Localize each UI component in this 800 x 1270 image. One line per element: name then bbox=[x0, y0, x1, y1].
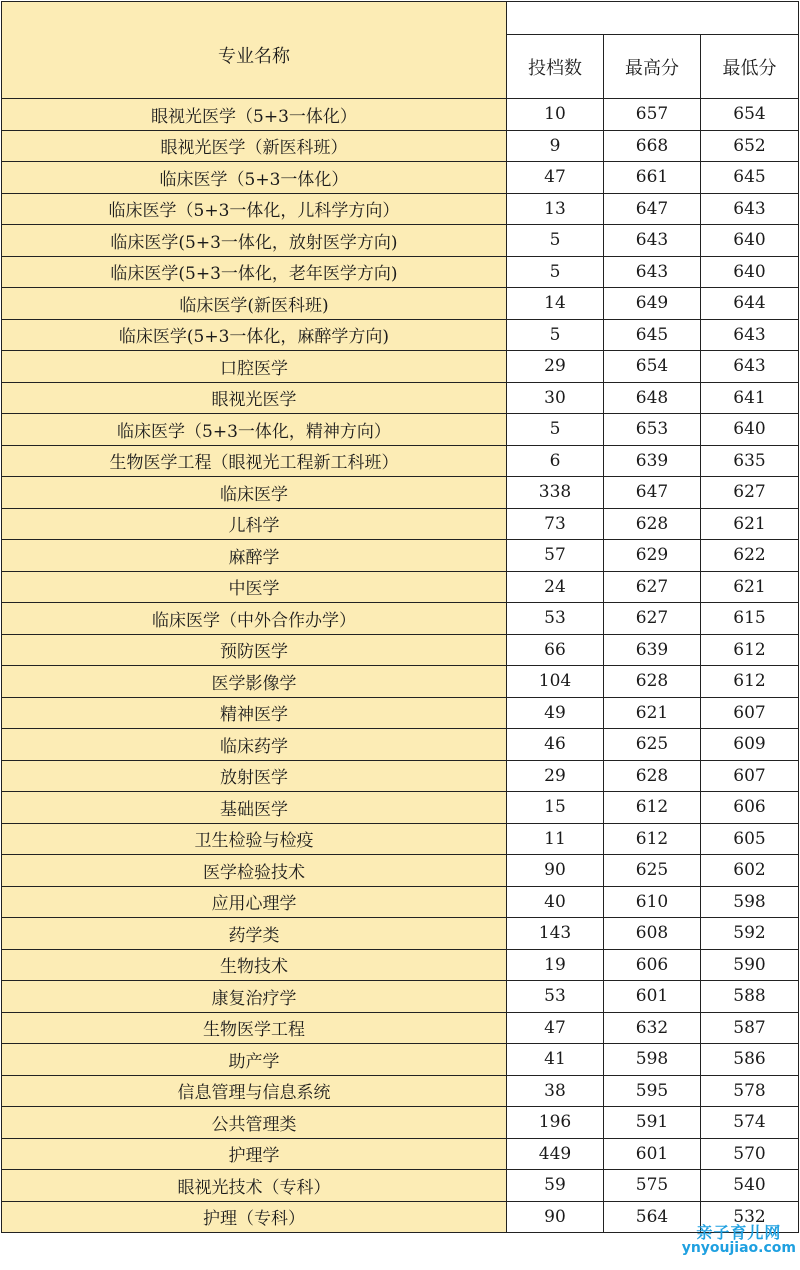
max-score-cell: 639 bbox=[604, 445, 701, 477]
max-score-cell: 564 bbox=[604, 1201, 701, 1233]
table-row bbox=[2, 981, 799, 1013]
major-name-cell: 眼视光医学 bbox=[2, 382, 507, 414]
count-cell: 11 bbox=[507, 823, 604, 855]
min-score-cell: 643 bbox=[701, 319, 799, 351]
major-name-cell: 临床医学(5+3一体化，老年医学方向) bbox=[2, 256, 507, 288]
site-watermark bbox=[681, 1222, 796, 1257]
count-cell: 57 bbox=[507, 540, 604, 572]
min-score-cell: 627 bbox=[701, 477, 799, 509]
major-name-cell: 生物技术 bbox=[2, 949, 507, 981]
count-cell: 196 bbox=[507, 1107, 604, 1139]
count-cell: 5 bbox=[507, 319, 604, 351]
table-row bbox=[2, 729, 799, 761]
major-name-cell: 临床医学（5+3一体化，精神方向） bbox=[2, 414, 507, 446]
count-cell: 29 bbox=[507, 760, 604, 792]
table-row bbox=[2, 477, 799, 509]
max-score-cell: 649 bbox=[604, 288, 701, 320]
min-score-cell: 587 bbox=[701, 1012, 799, 1044]
table-row bbox=[2, 1075, 799, 1107]
count-cell: 53 bbox=[507, 603, 604, 635]
min-score-cell: 643 bbox=[701, 193, 799, 225]
max-score-cell: 606 bbox=[604, 949, 701, 981]
major-name-cell: 助产学 bbox=[2, 1044, 507, 1076]
min-score-cell: 602 bbox=[701, 855, 799, 887]
major-name-cell: 口腔医学 bbox=[2, 351, 507, 383]
major-name-cell: 临床药学 bbox=[2, 729, 507, 761]
count-cell: 66 bbox=[507, 634, 604, 666]
major-name-cell: 医学检验技术 bbox=[2, 855, 507, 887]
table-row bbox=[2, 603, 799, 635]
header-major-name: 专业名称 bbox=[2, 2, 507, 99]
header-count: 投档数 bbox=[507, 35, 604, 99]
table-row bbox=[2, 256, 799, 288]
count-cell: 40 bbox=[507, 886, 604, 918]
table-row bbox=[2, 99, 799, 131]
min-score-cell: 605 bbox=[701, 823, 799, 855]
max-score-cell: 647 bbox=[604, 193, 701, 225]
count-cell: 449 bbox=[507, 1138, 604, 1170]
table-row bbox=[2, 697, 799, 729]
min-score-cell: 652 bbox=[701, 130, 799, 162]
major-name-cell: 预防医学 bbox=[2, 634, 507, 666]
count-cell: 73 bbox=[507, 508, 604, 540]
count-cell: 24 bbox=[507, 571, 604, 603]
major-name-cell: 基础医学 bbox=[2, 792, 507, 824]
min-score-cell: 640 bbox=[701, 225, 799, 257]
max-score-cell: 654 bbox=[604, 351, 701, 383]
min-score-cell: 621 bbox=[701, 571, 799, 603]
count-cell: 338 bbox=[507, 477, 604, 509]
min-score-cell: 607 bbox=[701, 760, 799, 792]
max-score-cell: 639 bbox=[604, 634, 701, 666]
major-name-cell: 护理（专科） bbox=[2, 1201, 507, 1233]
table-row bbox=[2, 414, 799, 446]
count-cell: 5 bbox=[507, 225, 604, 257]
max-score-cell: 625 bbox=[604, 855, 701, 887]
major-name-cell: 临床医学（5+3一体化） bbox=[2, 162, 507, 194]
max-score-cell: 632 bbox=[604, 1012, 701, 1044]
major-name-cell: 精神医学 bbox=[2, 697, 507, 729]
table-row bbox=[2, 760, 799, 792]
max-score-cell: 601 bbox=[604, 1138, 701, 1170]
table-row bbox=[2, 288, 799, 320]
max-score-cell: 657 bbox=[604, 99, 701, 131]
count-cell: 59 bbox=[507, 1170, 604, 1202]
max-score-cell: 608 bbox=[604, 918, 701, 950]
count-cell: 19 bbox=[507, 949, 604, 981]
major-name-cell: 护理学 bbox=[2, 1138, 507, 1170]
count-cell: 104 bbox=[507, 666, 604, 698]
major-name-cell: 卫生检验与检疫 bbox=[2, 823, 507, 855]
count-cell: 10 bbox=[507, 99, 604, 131]
min-score-cell: 644 bbox=[701, 288, 799, 320]
max-score-cell: 653 bbox=[604, 414, 701, 446]
table-row bbox=[2, 1107, 799, 1139]
table-row bbox=[2, 823, 799, 855]
count-cell: 29 bbox=[507, 351, 604, 383]
major-name-cell: 康复治疗学 bbox=[2, 981, 507, 1013]
major-name-cell: 眼视光医学（新医科班） bbox=[2, 130, 507, 162]
major-name-cell: 麻醉学 bbox=[2, 540, 507, 572]
max-score-cell: 645 bbox=[604, 319, 701, 351]
max-score-cell: 647 bbox=[604, 477, 701, 509]
count-cell: 13 bbox=[507, 193, 604, 225]
table-body bbox=[2, 99, 799, 1233]
min-score-cell: 622 bbox=[701, 540, 799, 572]
count-cell: 9 bbox=[507, 130, 604, 162]
table-row bbox=[2, 193, 799, 225]
max-score-cell: 575 bbox=[604, 1170, 701, 1202]
major-name-cell: 药学类 bbox=[2, 918, 507, 950]
max-score-cell: 643 bbox=[604, 256, 701, 288]
max-score-cell: 627 bbox=[604, 571, 701, 603]
major-name-cell: 儿科学 bbox=[2, 508, 507, 540]
major-name-cell: 临床医学(5+3一体化，放射医学方向) bbox=[2, 225, 507, 257]
table-row bbox=[2, 949, 799, 981]
watermark-cn: 亲子育儿网 bbox=[696, 1222, 782, 1242]
table-row bbox=[2, 1201, 799, 1233]
min-score-cell: 640 bbox=[701, 256, 799, 288]
table-row bbox=[2, 634, 799, 666]
table-row bbox=[2, 319, 799, 351]
min-score-cell: 540 bbox=[701, 1170, 799, 1202]
table-row bbox=[2, 130, 799, 162]
table-row bbox=[2, 918, 799, 950]
table-row bbox=[2, 162, 799, 194]
table-row bbox=[2, 855, 799, 887]
count-cell: 53 bbox=[507, 981, 604, 1013]
table-row bbox=[2, 1012, 799, 1044]
max-score-cell: 628 bbox=[604, 508, 701, 540]
max-score-cell: 621 bbox=[604, 697, 701, 729]
max-score-cell: 627 bbox=[604, 603, 701, 635]
min-score-cell: 641 bbox=[701, 382, 799, 414]
max-score-cell: 601 bbox=[604, 981, 701, 1013]
table-row bbox=[2, 445, 799, 477]
count-cell: 90 bbox=[507, 855, 604, 887]
count-cell: 6 bbox=[507, 445, 604, 477]
count-cell: 46 bbox=[507, 729, 604, 761]
major-name-cell: 眼视光医学（5+3一体化） bbox=[2, 99, 507, 131]
count-cell: 5 bbox=[507, 256, 604, 288]
major-name-cell: 生物医学工程 bbox=[2, 1012, 507, 1044]
table-row bbox=[2, 886, 799, 918]
table-row bbox=[2, 382, 799, 414]
min-score-cell: 606 bbox=[701, 792, 799, 824]
table-row bbox=[2, 1044, 799, 1076]
count-cell: 143 bbox=[507, 918, 604, 950]
min-score-cell: 607 bbox=[701, 697, 799, 729]
min-score-cell: 609 bbox=[701, 729, 799, 761]
min-score-cell: 598 bbox=[701, 886, 799, 918]
min-score-cell: 612 bbox=[701, 666, 799, 698]
count-cell: 5 bbox=[507, 414, 604, 446]
max-score-cell: 591 bbox=[604, 1107, 701, 1139]
table-row bbox=[2, 1170, 799, 1202]
min-score-cell: 654 bbox=[701, 99, 799, 131]
max-score-cell: 612 bbox=[604, 792, 701, 824]
max-score-cell: 625 bbox=[604, 729, 701, 761]
min-score-cell: 588 bbox=[701, 981, 799, 1013]
max-score-cell: 598 bbox=[604, 1044, 701, 1076]
header-max-score: 最高分 bbox=[604, 35, 701, 99]
table-row bbox=[2, 508, 799, 540]
max-score-cell: 628 bbox=[604, 666, 701, 698]
max-score-cell: 648 bbox=[604, 382, 701, 414]
major-name-cell: 生物医学工程（眼视光工程新工科班） bbox=[2, 445, 507, 477]
min-score-cell: 640 bbox=[701, 414, 799, 446]
table-row bbox=[2, 540, 799, 572]
watermark-en: ynyoujiao.com bbox=[681, 1240, 796, 1257]
max-score-cell: 612 bbox=[604, 823, 701, 855]
count-cell: 14 bbox=[507, 288, 604, 320]
table-row bbox=[2, 792, 799, 824]
min-score-cell: 532 bbox=[701, 1201, 799, 1233]
min-score-cell: 578 bbox=[701, 1075, 799, 1107]
table-row bbox=[2, 666, 799, 698]
table-row bbox=[2, 1138, 799, 1170]
table-row bbox=[2, 571, 799, 603]
major-name-cell: 临床医学(新医科班) bbox=[2, 288, 507, 320]
major-name-cell: 临床医学（中外合作办学） bbox=[2, 603, 507, 635]
major-name-cell: 医学影像学 bbox=[2, 666, 507, 698]
major-name-cell: 信息管理与信息系统 bbox=[2, 1075, 507, 1107]
count-cell: 15 bbox=[507, 792, 604, 824]
min-score-cell: 586 bbox=[701, 1044, 799, 1076]
max-score-cell: 661 bbox=[604, 162, 701, 194]
major-name-cell: 临床医学（5+3一体化，儿科学方向） bbox=[2, 193, 507, 225]
score-table bbox=[1, 1, 799, 1233]
count-cell: 41 bbox=[507, 1044, 604, 1076]
major-name-cell: 眼视光技术（专科） bbox=[2, 1170, 507, 1202]
major-name-cell: 临床医学 bbox=[2, 477, 507, 509]
major-name-cell: 应用心理学 bbox=[2, 886, 507, 918]
table-row bbox=[2, 351, 799, 383]
count-cell: 47 bbox=[507, 1012, 604, 1044]
count-cell: 49 bbox=[507, 697, 604, 729]
count-cell: 38 bbox=[507, 1075, 604, 1107]
min-score-cell: 592 bbox=[701, 918, 799, 950]
table-row bbox=[2, 225, 799, 257]
min-score-cell: 635 bbox=[701, 445, 799, 477]
major-name-cell: 公共管理类 bbox=[2, 1107, 507, 1139]
min-score-cell: 615 bbox=[701, 603, 799, 635]
count-cell: 30 bbox=[507, 382, 604, 414]
min-score-cell: 574 bbox=[701, 1107, 799, 1139]
max-score-cell: 610 bbox=[604, 886, 701, 918]
major-name-cell: 临床医学(5+3一体化，麻醉学方向) bbox=[2, 319, 507, 351]
max-score-cell: 668 bbox=[604, 130, 701, 162]
min-score-cell: 612 bbox=[701, 634, 799, 666]
header-min-score: 最低分 bbox=[701, 35, 799, 99]
major-name-cell: 放射医学 bbox=[2, 760, 507, 792]
major-name-cell: 中医学 bbox=[2, 571, 507, 603]
min-score-cell: 590 bbox=[701, 949, 799, 981]
min-score-cell: 645 bbox=[701, 162, 799, 194]
min-score-cell: 621 bbox=[701, 508, 799, 540]
max-score-cell: 629 bbox=[604, 540, 701, 572]
min-score-cell: 570 bbox=[701, 1138, 799, 1170]
min-score-cell: 643 bbox=[701, 351, 799, 383]
count-cell: 90 bbox=[507, 1201, 604, 1233]
count-cell: 47 bbox=[507, 162, 604, 194]
max-score-cell: 643 bbox=[604, 225, 701, 257]
header-group-cell bbox=[507, 2, 799, 35]
max-score-cell: 595 bbox=[604, 1075, 701, 1107]
max-score-cell: 628 bbox=[604, 760, 701, 792]
